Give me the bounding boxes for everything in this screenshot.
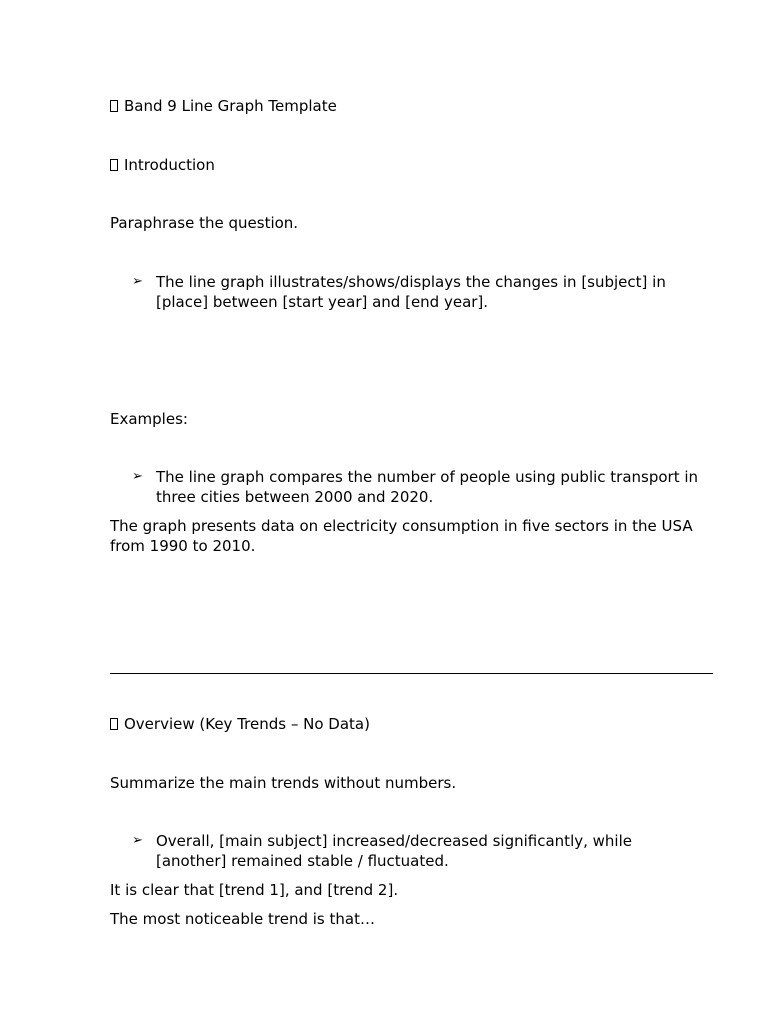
overview-line-2: The most noticeable trend is that… xyxy=(110,910,375,928)
document-title xyxy=(110,96,720,116)
introduction-heading xyxy=(110,155,720,175)
arrow-bullet-icon: ➢ xyxy=(132,469,143,484)
examples-label: Examples: xyxy=(110,410,188,428)
overview-heading xyxy=(110,714,720,734)
document-title-text: Band 9 Line Graph Template xyxy=(124,97,337,115)
arrow-bullet-icon: ➢ xyxy=(132,833,143,848)
introduction-template-bullet xyxy=(132,272,707,312)
section-divider xyxy=(110,673,713,674)
missing-glyph-icon xyxy=(110,100,118,112)
missing-glyph-icon xyxy=(110,159,118,171)
overview-heading-text: Overview (Key Trends – No Data) xyxy=(124,715,370,733)
arrow-bullet-icon: ➢ xyxy=(132,274,143,289)
example-paragraph: The graph presents data on electricity consumption in five sectors in the USA from 1990 to 2010. xyxy=(110,517,693,555)
overview-line-1: It is clear that [trend 1], and [trend 2]. xyxy=(110,881,399,899)
introduction-heading-text: Introduction xyxy=(124,156,215,174)
overview-template-bullet xyxy=(132,831,707,871)
missing-glyph-icon xyxy=(110,718,118,730)
overview-template-text: Overall, [main subject] increased/decreased significantly, while [another] remained stable / fluctuated. xyxy=(156,832,632,870)
introduction-template-text: The line graph illustrates/shows/displays the changes in [subject] in [place] between [start year] and [end year]. xyxy=(156,273,666,311)
overview-instruction: Summarize the main trends without numbers. xyxy=(110,774,457,792)
example-bullet xyxy=(132,467,707,507)
introduction-instruction: Paraphrase the question. xyxy=(110,214,299,232)
example-bullet-text: The line graph compares the number of people using public transport in three cities between 2000 and 2020. xyxy=(156,468,699,506)
